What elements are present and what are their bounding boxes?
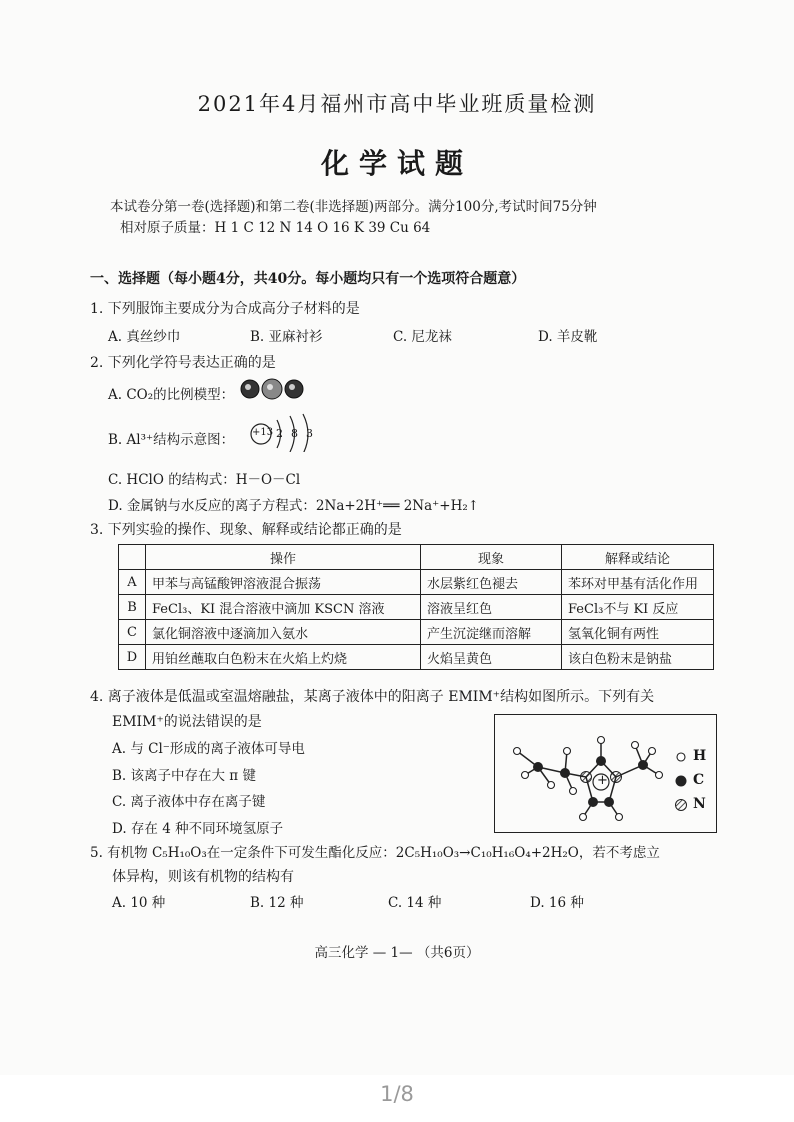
legend-carbon-marker — [676, 776, 687, 787]
row-operation: 甲苯与高锰酸钾溶液混合振荡 — [146, 570, 421, 595]
q4-option-a: A. 与 Cl⁻形成的离子液体可导电 — [112, 741, 305, 757]
q1-stem: 1. 下列服饰主要成分为合成高分子材料的是 — [90, 301, 360, 317]
legend-carbon-label: C — [693, 772, 705, 788]
row-phenomenon: 产生沉淀继而溶解 — [421, 620, 562, 645]
q2-option-b: B. Al³⁺结构示意图： — [108, 432, 235, 448]
emim-structure-figure — [494, 714, 717, 833]
co2-space-filling-model — [238, 378, 308, 400]
row-conclusion: FeCl₃不与 KI 反应 — [562, 595, 714, 620]
table-header-conclusion: 解释或结论 — [562, 545, 714, 570]
q4-stem-line2: EMIM⁺的说法错误的是 — [112, 714, 262, 730]
table-header-key — [119, 545, 146, 570]
row-operation: 用铂丝蘸取白色粉末在火焰上灼烧 — [146, 645, 421, 670]
table-header-row — [119, 545, 714, 570]
row-key: C — [119, 620, 146, 645]
row-phenomenon: 溶液呈红色 — [421, 595, 562, 620]
legend-nitrogen-marker — [676, 800, 687, 811]
q1-option-a: A. 真丝纱巾 — [108, 329, 181, 345]
q5-option-a: A. 10 种 — [112, 895, 166, 911]
q4-option-d: D. 存在 4 种不同环境氢原子 — [112, 821, 284, 837]
row-conclusion: 氢氧化铜有两性 — [562, 620, 714, 645]
q3-stem: 3. 下列实验的操作、现象、解释或结论都正确的是 — [90, 522, 402, 538]
row-phenomenon: 火焰呈黄色 — [421, 645, 562, 670]
subject-title: 化学试题 — [320, 147, 473, 180]
nucleus-charge: +13 — [252, 427, 274, 438]
row-phenomenon: 水层紫红色褪去 — [421, 570, 562, 595]
q4-stem-line1: 4. 离子液体是低温或室温熔融盐，某离子液体中的阳离子 EMIM⁺结构如图所示。下列有关 — [90, 689, 655, 705]
atomic-masses: 相对原子质量：H 1 C 12 N 14 O 16 K 39 Cu 64 — [120, 220, 431, 236]
q2-stem: 2. 下列化学符号表达正确的是 — [90, 355, 276, 371]
exam-title: 2021年4月福州市高中毕业班质量检测 — [197, 92, 597, 116]
q4-option-b: B. 该离子中存在大 π 键 — [112, 768, 256, 784]
q5-option-c: C. 14 种 — [388, 895, 442, 911]
q2-option-c: C. HClO 的结构式：H－O－Cl — [108, 472, 301, 488]
row-conclusion: 苯环对甲基有活化作用 — [562, 570, 714, 595]
row-conclusion: 该白色粉末是钠盐 — [562, 645, 714, 670]
table-row — [119, 645, 714, 670]
q5-stem-line2: 体异构，则该有机物的结构有 — [112, 869, 294, 885]
q1-option-d: D. 羊皮靴 — [538, 329, 598, 345]
section-heading: 一、选择题（每小题4分，共40分。每小题均只有一个选项符合题意） — [90, 271, 526, 287]
page-footer: 高三化学 — 1— （共6页） — [314, 945, 480, 961]
legend-hydrogen-marker — [677, 753, 685, 761]
q2-option-d: D. 金属钠与水反应的离子方程式：2Na+2H⁺══ 2Na⁺+H₂↑ — [108, 498, 480, 514]
shell-2-electrons: 8 — [291, 427, 298, 440]
q2-option-a: A. CO₂的比例模型： — [108, 387, 235, 403]
row-key: B — [119, 595, 146, 620]
table-header-operation: 操作 — [146, 545, 421, 570]
ring-charge-sign: + — [597, 773, 608, 788]
table-header-phenomenon: 现象 — [421, 545, 562, 570]
page-indicator: 1/8 — [380, 1082, 414, 1106]
exam-intro: 本试卷分第一卷(选择题)和第二卷(非选择题)两部分。满分100分,考试时间75分钟 — [110, 199, 597, 215]
table-row — [119, 570, 714, 595]
shell-3-electrons: 3 — [306, 427, 313, 440]
row-key: A — [119, 570, 146, 595]
q1-option-c: C. 尼龙袜 — [393, 329, 452, 345]
q5-option-b: B. 12 种 — [250, 895, 304, 911]
table-row — [119, 620, 714, 645]
row-operation: 氯化铜溶液中逐滴加入氨水 — [146, 620, 421, 645]
q5-stem-line1: 5. 有机物 C₅H₁₀O₃在一定条件下可发生酯化反应：2C₅H₁₀O₃→C₁₀H₁₆O₄+2H₂O，若不考虑立 — [90, 845, 660, 861]
legend-hydrogen-label: H — [693, 748, 707, 764]
shell-1-electrons: 2 — [276, 427, 283, 440]
q4-option-c: C. 离子液体中存在离子键 — [112, 794, 266, 810]
row-key: D — [119, 645, 146, 670]
q3-experiment-table — [118, 544, 714, 670]
q1-option-b: B. 亚麻衬衫 — [250, 329, 323, 345]
al-ion-structure-diagram — [250, 412, 320, 452]
q5-option-d: D. 16 种 — [530, 895, 584, 911]
legend-nitrogen-label: N — [693, 796, 706, 812]
table-row — [119, 595, 714, 620]
row-operation: FeCl₃、KI 混合溶液中滴加 KSCN 溶液 — [146, 595, 421, 620]
